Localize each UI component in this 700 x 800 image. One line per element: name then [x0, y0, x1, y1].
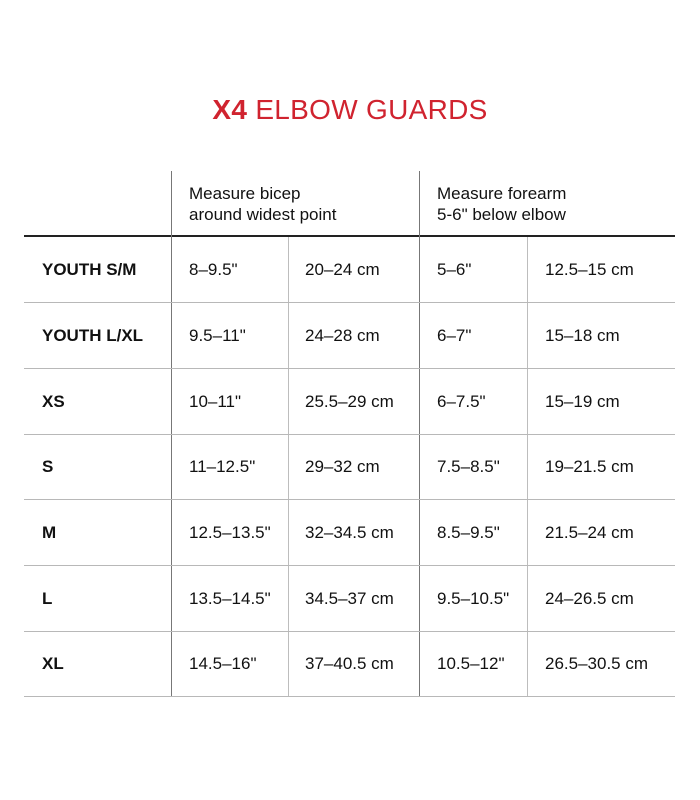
- bicep-inches: 13.5–14.5": [189, 589, 271, 608]
- table-row: [24, 566, 675, 632]
- forearm-cm: 15–19 cm: [545, 392, 620, 411]
- size-label: S: [42, 457, 54, 476]
- title-name: ELBOW GUARDS: [255, 94, 488, 125]
- size-label: YOUTH L/XL: [42, 326, 144, 345]
- bicep-inches: 11–12.5": [189, 457, 256, 476]
- bicep-inches: 12.5–13.5": [189, 523, 271, 542]
- forearm-inches: 6–7.5": [437, 392, 486, 411]
- bicep-header: [189, 183, 414, 225]
- forearm-inches: 8.5–9.5": [437, 523, 500, 542]
- bicep-cm: 20–24 cm: [305, 260, 380, 279]
- bicep-inches: 8–9.5": [189, 260, 238, 279]
- forearm-inches: 6–7": [437, 326, 472, 345]
- bicep-cm: 29–32 cm: [305, 457, 380, 476]
- bicep-inches: 14.5–16": [189, 654, 257, 673]
- bicep-cm: 34.5–37 cm: [305, 589, 394, 608]
- forearm-cm: 21.5–24 cm: [545, 523, 634, 542]
- table-row: [24, 631, 675, 697]
- size-label: XL: [42, 654, 64, 673]
- bicep-cm: 25.5–29 cm: [305, 392, 394, 411]
- forearm-cm: 19–21.5 cm: [545, 457, 634, 476]
- table-row: [24, 434, 675, 500]
- forearm-cm: 12.5–15 cm: [545, 260, 634, 279]
- table-row: [24, 237, 675, 303]
- forearm-cm: 26.5–30.5 cm: [545, 654, 649, 673]
- table-row: [24, 303, 675, 369]
- size-label: L: [42, 589, 53, 608]
- size-label: M: [42, 523, 57, 542]
- forearm-cm: 24–26.5 cm: [545, 589, 634, 608]
- bicep-header-line1: Measure bicep: [189, 184, 301, 203]
- forearm-cm: 15–18 cm: [545, 326, 620, 345]
- forearm-inches: 5–6": [437, 260, 472, 279]
- bicep-cm: 37–40.5 cm: [305, 654, 394, 673]
- table-row: [24, 500, 675, 566]
- bicep-cm: 32–34.5 cm: [305, 523, 394, 542]
- forearm-header-line1: Measure forearm: [437, 184, 567, 203]
- size-label: YOUTH S/M: [42, 260, 137, 279]
- bicep-cm: 24–28 cm: [305, 326, 380, 345]
- forearm-header: [437, 183, 667, 225]
- forearm-inches: 7.5–8.5": [437, 457, 500, 476]
- table-row: [24, 369, 675, 435]
- title-model: X4: [212, 94, 248, 125]
- size-label: XS: [42, 392, 65, 411]
- bicep-inches: 10–11": [189, 392, 242, 411]
- bicep-inches: 9.5–11": [189, 326, 246, 345]
- bicep-header-line2: around widest point: [189, 205, 337, 224]
- forearm-inches: 10.5–12": [437, 654, 505, 673]
- page-title: [0, 94, 700, 126]
- forearm-inches: 9.5–10.5": [437, 589, 510, 608]
- forearm-header-line2: 5-6" below elbow: [437, 205, 566, 224]
